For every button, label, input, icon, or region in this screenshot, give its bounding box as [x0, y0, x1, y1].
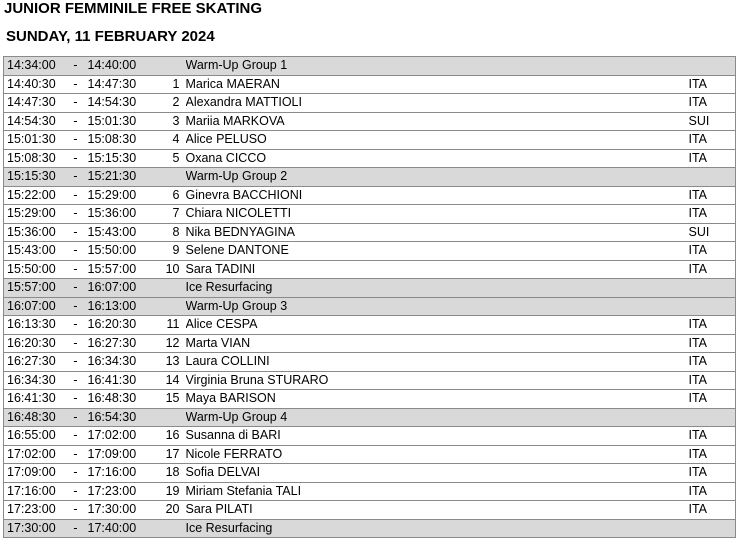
nation	[689, 168, 736, 187]
end-time: 14:47:30	[88, 75, 166, 94]
schedule-row	[4, 334, 736, 353]
start-time: 15:50:00	[4, 260, 64, 279]
nation: ITA	[689, 427, 736, 446]
start-time: 16:07:00	[4, 297, 64, 316]
end-time: 16:54:30	[88, 408, 166, 427]
schedule-row	[4, 131, 736, 150]
start-number: 10	[166, 260, 186, 279]
start-time: 17:23:00	[4, 501, 64, 520]
schedule-row-break	[4, 297, 736, 316]
end-time: 16:20:30	[88, 316, 166, 335]
nation	[689, 279, 736, 298]
nation: ITA	[689, 316, 736, 335]
start-time: 16:55:00	[4, 427, 64, 446]
start-number: 1	[166, 75, 186, 94]
nation	[689, 519, 736, 538]
skater-name: Virginia Bruna STURARO	[186, 371, 689, 390]
time-separator: -	[64, 482, 88, 501]
time-separator: -	[64, 260, 88, 279]
skater-name: Warm-Up Group 2	[186, 168, 689, 187]
time-separator: -	[64, 371, 88, 390]
time-separator: -	[64, 223, 88, 242]
nation: ITA	[689, 334, 736, 353]
page-title: JUNIOR FEMMINILE FREE SKATING	[4, 0, 263, 17]
start-number	[166, 519, 186, 538]
schedule-date: SUNDAY, 11 FEBRUARY 2024	[6, 28, 215, 45]
end-time: 17:02:00	[88, 427, 166, 446]
skater-name: Sofia DELVAI	[186, 464, 689, 483]
skater-name: Nicole FERRATO	[186, 445, 689, 464]
start-number: 20	[166, 501, 186, 520]
start-number: 11	[166, 316, 186, 335]
schedule-row	[4, 186, 736, 205]
schedule-row	[4, 112, 736, 131]
start-time: 15:01:30	[4, 131, 64, 150]
skater-name: Warm-Up Group 1	[186, 57, 689, 76]
start-time: 16:41:30	[4, 390, 64, 409]
start-time: 15:08:30	[4, 149, 64, 168]
skater-name: Warm-Up Group 4	[186, 408, 689, 427]
skater-name: Selene DANTONE	[186, 242, 689, 261]
skater-name: Maya BARISON	[186, 390, 689, 409]
start-number: 19	[166, 482, 186, 501]
nation: ITA	[689, 242, 736, 261]
time-separator: -	[64, 445, 88, 464]
schedule-row	[4, 353, 736, 372]
skater-name: Alice CESPA	[186, 316, 689, 335]
skater-name: Chiara NICOLETTI	[186, 205, 689, 224]
skater-name: Susanna di BARI	[186, 427, 689, 446]
start-number	[166, 297, 186, 316]
schedule-row	[4, 205, 736, 224]
time-separator: -	[64, 390, 88, 409]
start-number: 18	[166, 464, 186, 483]
schedule-body	[4, 57, 736, 538]
skater-name: Ginevra BACCHIONI	[186, 186, 689, 205]
end-time: 14:40:00	[88, 57, 166, 76]
time-separator: -	[64, 464, 88, 483]
schedule-row	[4, 464, 736, 483]
skater-name: Oxana CICCO	[186, 149, 689, 168]
time-separator: -	[64, 519, 88, 538]
nation: ITA	[689, 131, 736, 150]
start-time: 15:29:00	[4, 205, 64, 224]
nation: SUI	[689, 112, 736, 131]
start-number: 9	[166, 242, 186, 261]
end-time: 15:57:00	[88, 260, 166, 279]
end-time: 17:16:00	[88, 464, 166, 483]
start-number	[166, 279, 186, 298]
time-separator: -	[64, 279, 88, 298]
end-time: 15:21:30	[88, 168, 166, 187]
skater-name: Nika BEDNYAGINA	[186, 223, 689, 242]
time-separator: -	[64, 149, 88, 168]
end-time: 16:13:00	[88, 297, 166, 316]
schedule-row	[4, 316, 736, 335]
end-time: 16:07:00	[88, 279, 166, 298]
start-time: 14:34:00	[4, 57, 64, 76]
end-time: 15:08:30	[88, 131, 166, 150]
schedule-row	[4, 501, 736, 520]
time-separator: -	[64, 408, 88, 427]
schedule-row	[4, 445, 736, 464]
start-number: 4	[166, 131, 186, 150]
schedule-table	[3, 56, 736, 538]
end-time: 15:01:30	[88, 112, 166, 131]
start-number: 6	[166, 186, 186, 205]
time-separator: -	[64, 353, 88, 372]
start-time: 16:48:30	[4, 408, 64, 427]
start-number: 13	[166, 353, 186, 372]
start-number: 17	[166, 445, 186, 464]
end-time: 17:23:00	[88, 482, 166, 501]
time-separator: -	[64, 242, 88, 261]
end-time: 15:36:00	[88, 205, 166, 224]
schedule-row	[4, 223, 736, 242]
end-time: 14:54:30	[88, 94, 166, 113]
time-separator: -	[64, 131, 88, 150]
end-time: 16:41:30	[88, 371, 166, 390]
nation	[689, 297, 736, 316]
nation: ITA	[689, 482, 736, 501]
start-time: 16:27:30	[4, 353, 64, 372]
nation	[689, 408, 736, 427]
skater-name: Laura COLLINI	[186, 353, 689, 372]
start-time: 14:40:30	[4, 75, 64, 94]
end-time: 16:34:30	[88, 353, 166, 372]
skater-name: Warm-Up Group 3	[186, 297, 689, 316]
nation: ITA	[689, 464, 736, 483]
schedule-row-break	[4, 519, 736, 538]
schedule-row	[4, 149, 736, 168]
nation: ITA	[689, 205, 736, 224]
start-number: 14	[166, 371, 186, 390]
start-number: 15	[166, 390, 186, 409]
nation: ITA	[689, 260, 736, 279]
time-separator: -	[64, 334, 88, 353]
end-time: 16:48:30	[88, 390, 166, 409]
time-separator: -	[64, 75, 88, 94]
end-time: 15:43:00	[88, 223, 166, 242]
start-number	[166, 408, 186, 427]
nation: ITA	[689, 94, 736, 113]
time-separator: -	[64, 501, 88, 520]
start-number: 8	[166, 223, 186, 242]
schedule-row	[4, 371, 736, 390]
start-time: 17:16:00	[4, 482, 64, 501]
start-time: 16:13:30	[4, 316, 64, 335]
start-number	[166, 168, 186, 187]
nation: ITA	[689, 501, 736, 520]
start-number: 7	[166, 205, 186, 224]
start-number: 12	[166, 334, 186, 353]
nation: ITA	[689, 445, 736, 464]
end-time: 15:15:30	[88, 149, 166, 168]
time-separator: -	[64, 168, 88, 187]
start-time: 15:22:00	[4, 186, 64, 205]
end-time: 16:27:30	[88, 334, 166, 353]
nation: ITA	[689, 353, 736, 372]
start-number: 3	[166, 112, 186, 131]
time-separator: -	[64, 186, 88, 205]
start-time: 16:34:30	[4, 371, 64, 390]
skater-name: Alice PELUSO	[186, 131, 689, 150]
skater-name: Ice Resurfacing	[186, 519, 689, 538]
start-time: 16:20:30	[4, 334, 64, 353]
schedule-row	[4, 482, 736, 501]
schedule-row-break	[4, 168, 736, 187]
nation	[689, 57, 736, 76]
start-time: 14:54:30	[4, 112, 64, 131]
skater-name: Sara TADINI	[186, 260, 689, 279]
skater-name: Marica MAERAN	[186, 75, 689, 94]
skater-name: Ice Resurfacing	[186, 279, 689, 298]
start-number: 16	[166, 427, 186, 446]
nation: ITA	[689, 186, 736, 205]
start-time: 17:09:00	[4, 464, 64, 483]
nation: ITA	[689, 371, 736, 390]
start-time: 15:57:00	[4, 279, 64, 298]
end-time: 15:50:00	[88, 242, 166, 261]
schedule-row-break	[4, 279, 736, 298]
time-separator: -	[64, 316, 88, 335]
skater-name: Marta VIAN	[186, 334, 689, 353]
time-separator: -	[64, 57, 88, 76]
nation: ITA	[689, 390, 736, 409]
nation: ITA	[689, 75, 736, 94]
end-time: 17:30:00	[88, 501, 166, 520]
end-time: 17:40:00	[88, 519, 166, 538]
time-separator: -	[64, 112, 88, 131]
time-separator: -	[64, 94, 88, 113]
schedule-row-break	[4, 408, 736, 427]
schedule-row	[4, 390, 736, 409]
end-time: 17:09:00	[88, 445, 166, 464]
schedule-row-break	[4, 57, 736, 76]
skater-name: Miriam Stefania TALI	[186, 482, 689, 501]
schedule-row	[4, 242, 736, 261]
schedule-row	[4, 75, 736, 94]
start-time: 17:02:00	[4, 445, 64, 464]
time-separator: -	[64, 205, 88, 224]
skater-name: Mariia MARKOVA	[186, 112, 689, 131]
schedule-row	[4, 94, 736, 113]
start-number	[166, 57, 186, 76]
time-separator: -	[64, 297, 88, 316]
start-time: 15:36:00	[4, 223, 64, 242]
skater-name: Sara PILATI	[186, 501, 689, 520]
schedule-row	[4, 427, 736, 446]
start-time: 14:47:30	[4, 94, 64, 113]
start-number: 5	[166, 149, 186, 168]
skater-name: Alexandra MATTIOLI	[186, 94, 689, 113]
schedule-row	[4, 260, 736, 279]
start-number: 2	[166, 94, 186, 113]
nation: ITA	[689, 149, 736, 168]
start-time: 15:43:00	[4, 242, 64, 261]
start-time: 17:30:00	[4, 519, 64, 538]
end-time: 15:29:00	[88, 186, 166, 205]
start-time: 15:15:30	[4, 168, 64, 187]
nation: SUI	[689, 223, 736, 242]
time-separator: -	[64, 427, 88, 446]
